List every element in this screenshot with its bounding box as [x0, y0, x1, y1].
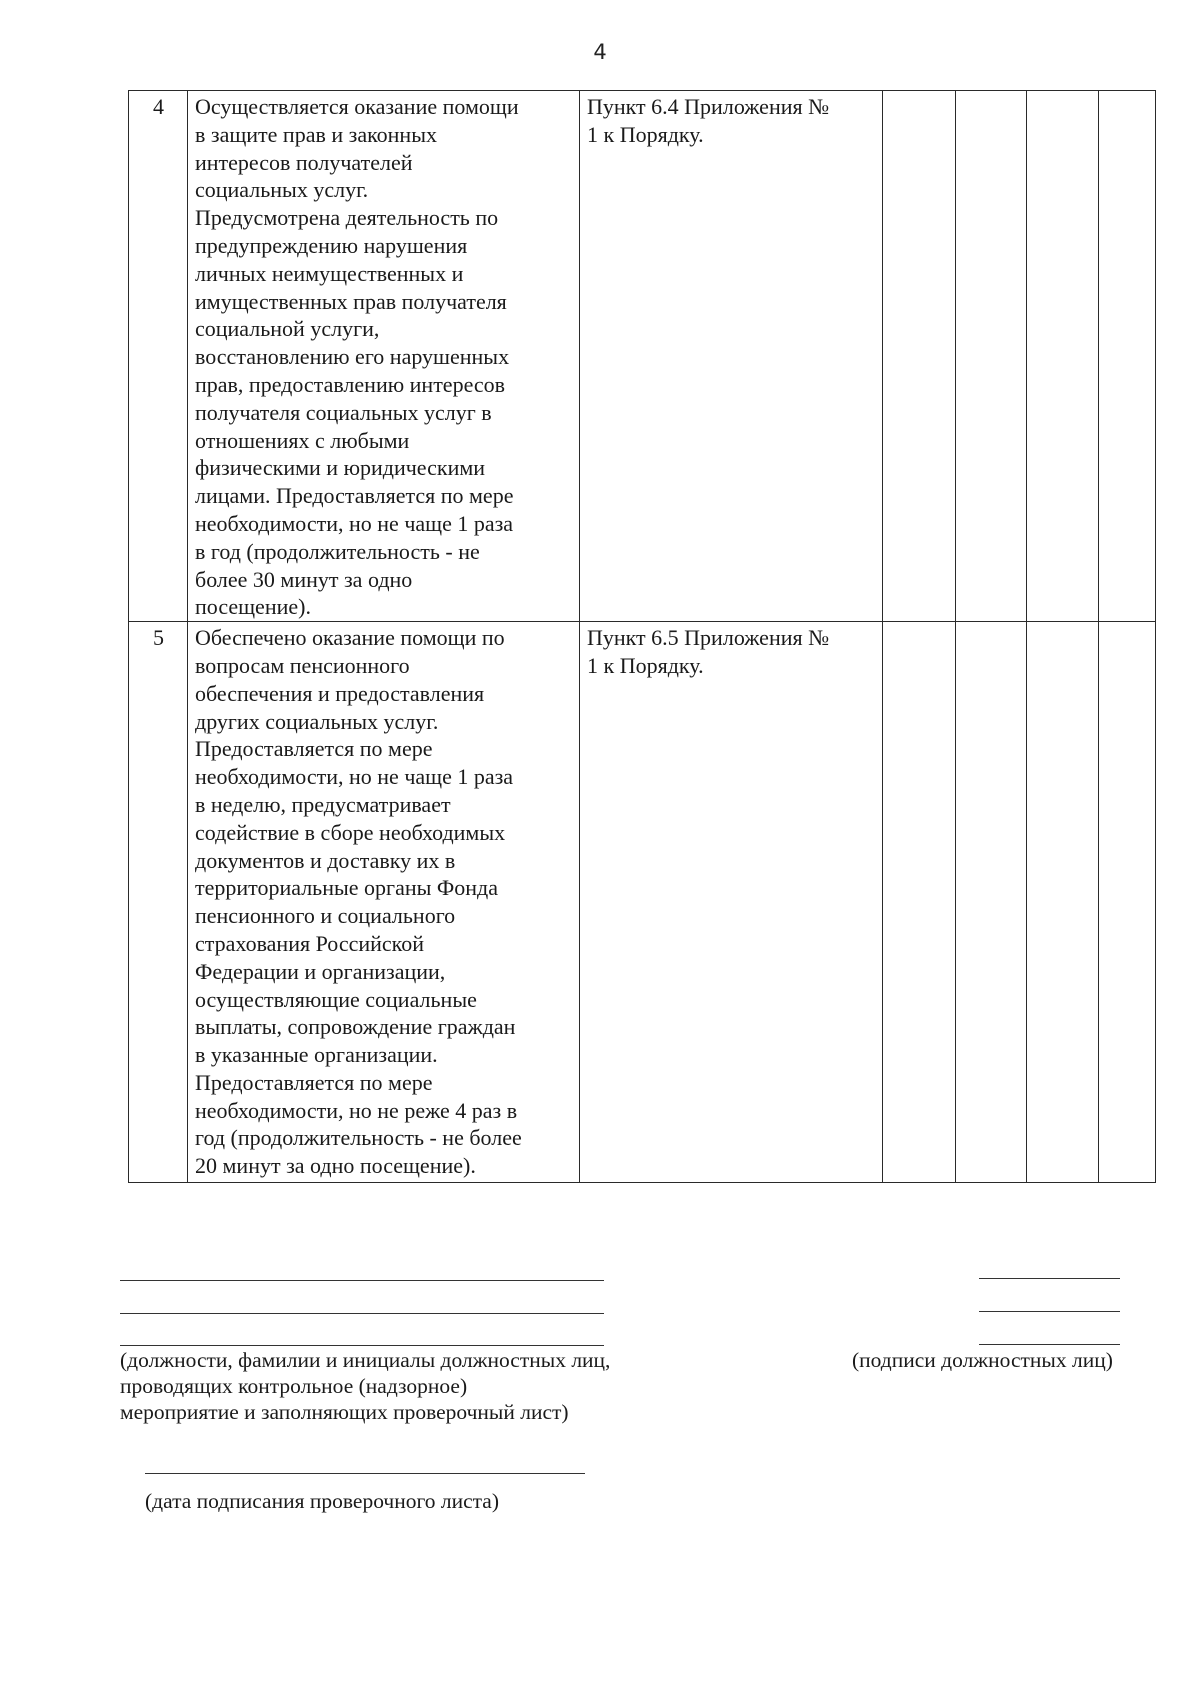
signatures-caption: (подписи должностных лиц): [852, 1348, 1113, 1372]
checklist-table: [128, 90, 1156, 1183]
signature-line-2[interactable]: [979, 1311, 1120, 1312]
signature-line-1[interactable]: [979, 1278, 1120, 1279]
table-row: [129, 91, 1156, 622]
requirement-text: Обеспечено оказание помощи по вопросам пенсионного обеспечения и предоставления других социальных услуг. Предоставляется по мере необходимости, но не чаще 1 раза в неделю, предусматривает содействие в сборе необходимых документов и доставку их в территориальные органы Фонда пенсионного и социального страхования Российской Федерации и организации, осуществляющие социальные выплаты, сопровождение граждан в указанные организации. Предоставляется по мере необходимости, но не реже 4 раз в год (продолжительность - не более 20 минут за одно посещение).: [188, 622, 580, 1183]
officials-line-1[interactable]: [120, 1280, 604, 1281]
officials-line-3[interactable]: [120, 1345, 604, 1346]
date-line[interactable]: [145, 1473, 585, 1474]
answer-cell-no[interactable]: [956, 622, 1027, 1183]
page-number: 4: [593, 40, 607, 64]
row-number: 4: [129, 91, 188, 622]
answer-cell-no[interactable]: [956, 91, 1027, 622]
reference-text: Пункт 6.5 Приложения № 1 к Порядку.: [580, 622, 883, 1183]
signature-line-3[interactable]: [979, 1344, 1120, 1345]
answer-cell-note[interactable]: [1099, 622, 1156, 1183]
officials-caption: (должности, фамилии и инициалы должностных лиц, проводящих контрольное (надзорное) мероприятие и заполняющих проверочный лист): [120, 1348, 611, 1424]
requirement-text: Осуществляется оказание помощи в защите прав и законных интересов получателей социальных услуг. Предусмотрена деятельность по предупреждению нарушения личных неимущественных и имущественных прав получателя социальной услуги, восстановлению его нарушенных прав, предоставлению интересов получателя социальных услуг в отношениях с любыми физическими и юридическими лицами. Предоставляется по мере необходимости, но не чаще 1 раза в год (продолжительность - не более 30 минут за одно посещение).: [188, 91, 580, 622]
table-row: [129, 622, 1156, 1183]
answer-cell-yes[interactable]: [883, 91, 956, 622]
answer-cell-na[interactable]: [1027, 91, 1099, 622]
answer-cell-yes[interactable]: [883, 622, 956, 1183]
date-caption: (дата подписания проверочного листа): [145, 1489, 500, 1513]
answer-cell-note[interactable]: [1099, 91, 1156, 622]
answer-cell-na[interactable]: [1027, 622, 1099, 1183]
reference-text: Пункт 6.4 Приложения № 1 к Порядку.: [580, 91, 883, 622]
officials-line-2[interactable]: [120, 1313, 604, 1314]
row-number: 5: [129, 622, 188, 1183]
